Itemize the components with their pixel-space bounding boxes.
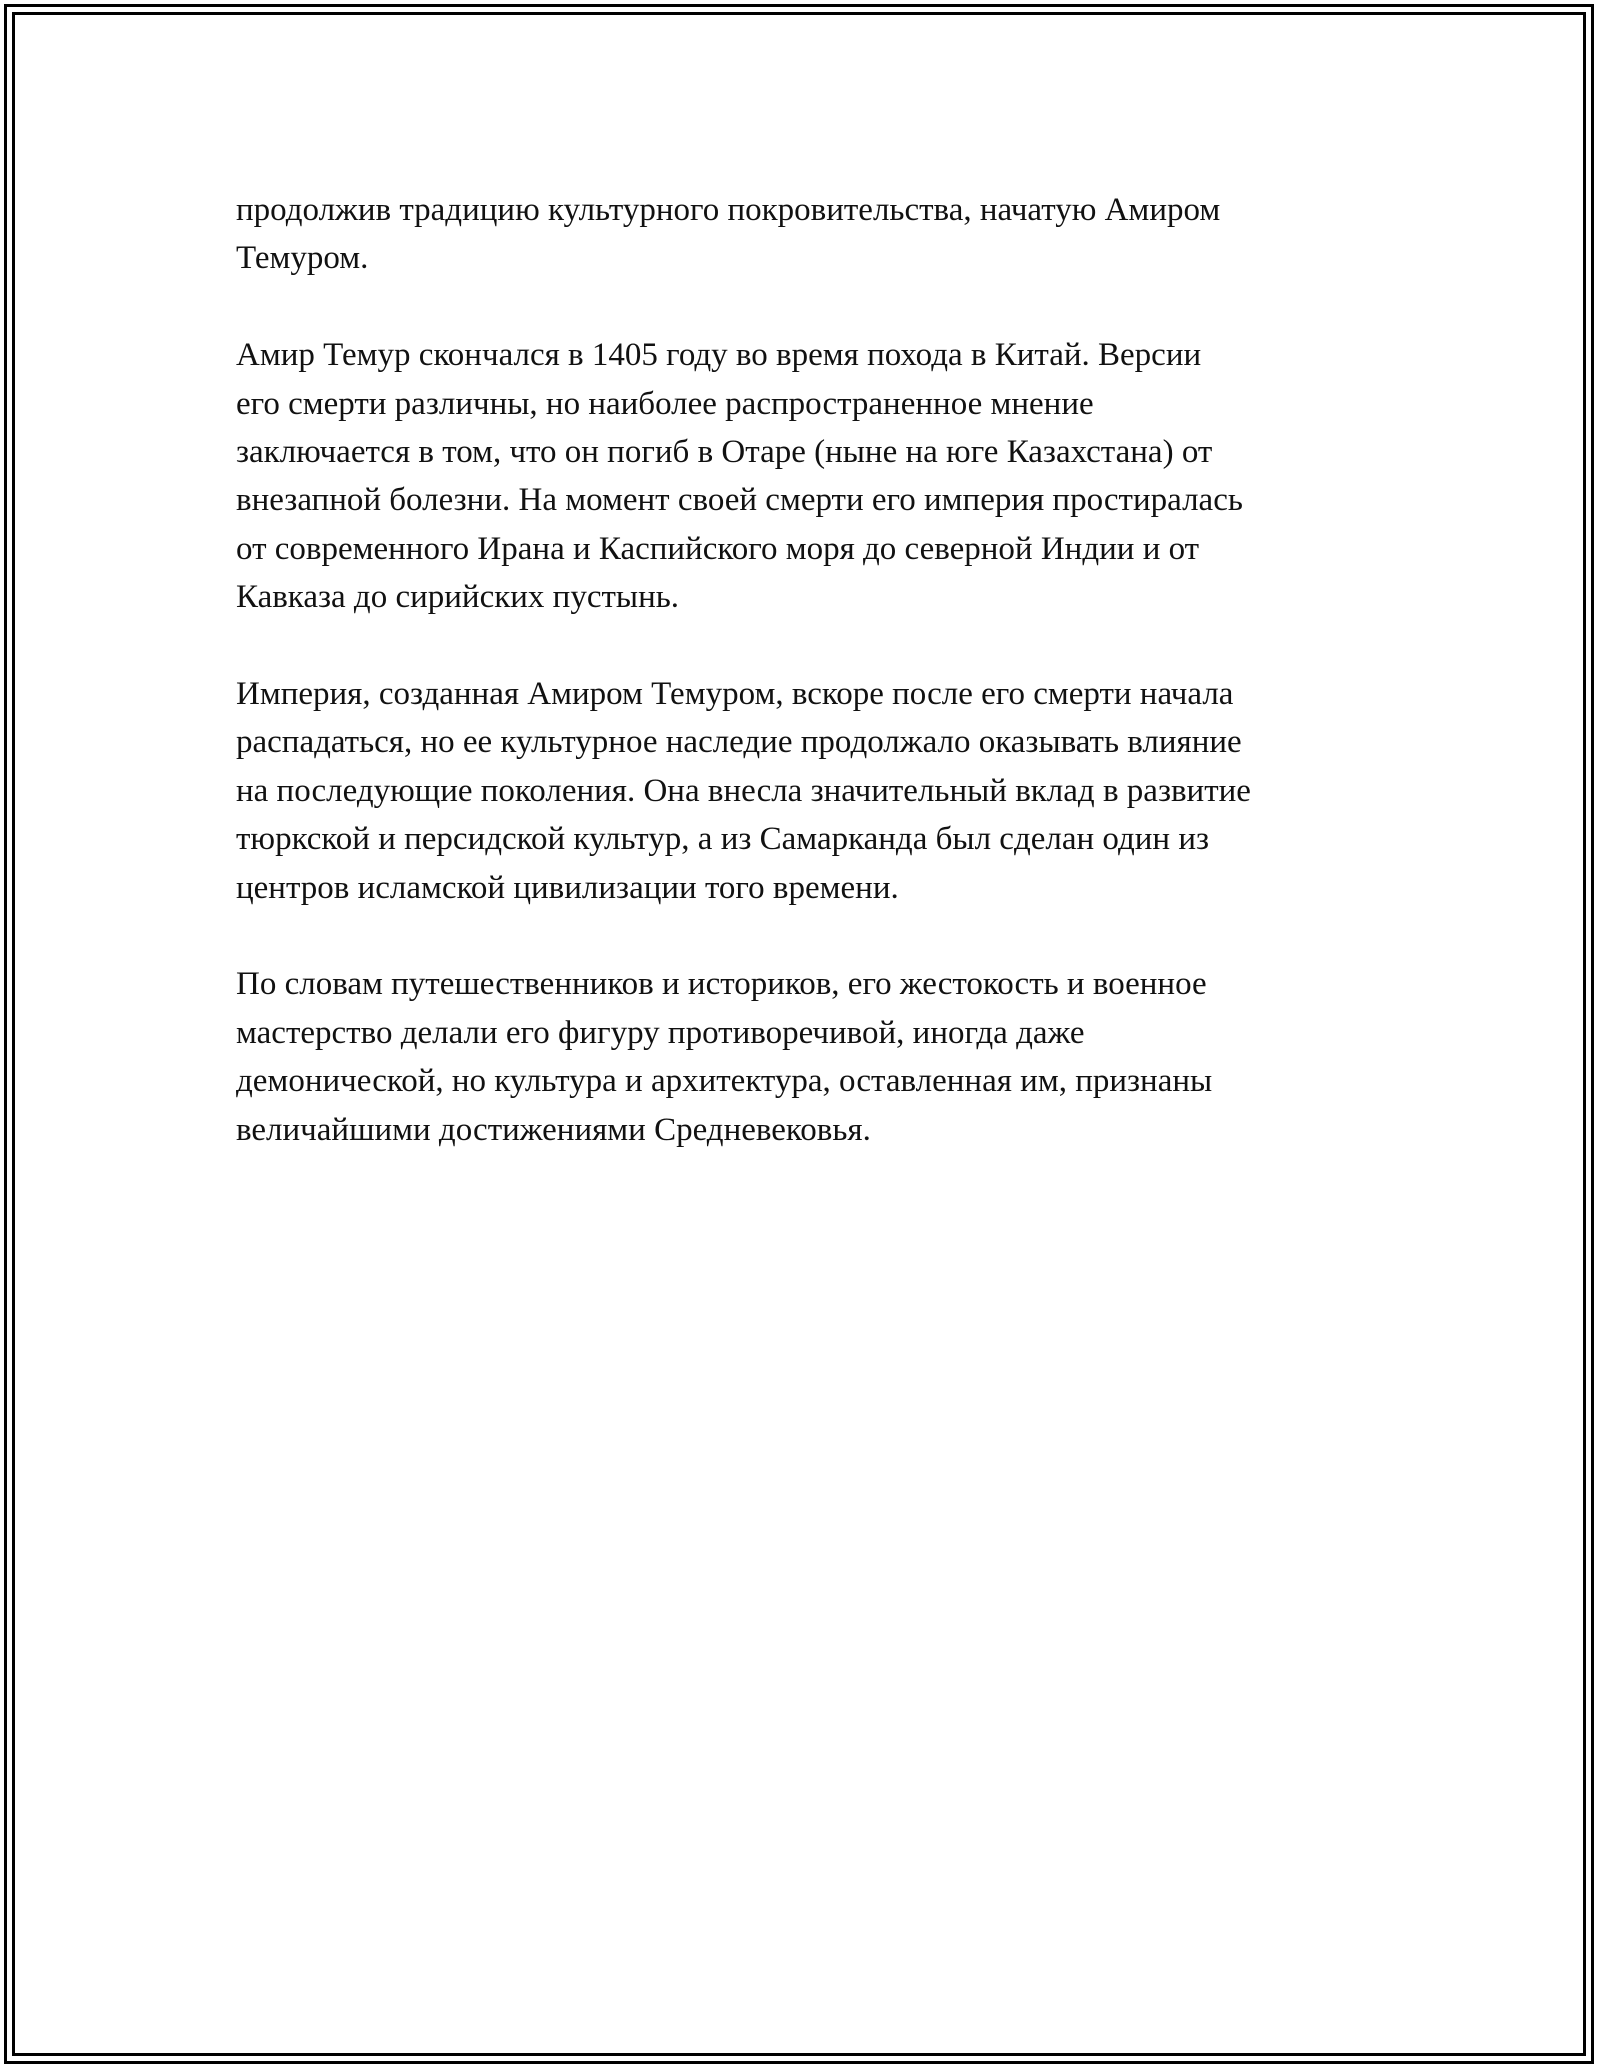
text-line: Империя, созданная Амиром Темуром, вскоре после его смерти начала <box>236 676 1234 713</box>
text-line: заключается в том, что он погиб в Отаре (ныне на юге Казахстана) от <box>236 434 1213 471</box>
text-line: демонической, но культура и архитектура, оставленная им, признаны <box>236 1063 1213 1100</box>
paragraph-3 <box>236 670 1376 912</box>
text-line: Темуром. <box>236 240 369 277</box>
text-line: внезапной болезни. На момент своей смерти его империя простиралась <box>236 482 1243 519</box>
text-line: По словам путешественников и историков, его жестокость и военное <box>236 966 1207 1003</box>
document-body <box>236 186 1376 1202</box>
text-line: его смерти различны, но наиболее распространенное мнение <box>236 385 1094 422</box>
text-line: от современного Ирана и Каспийского моря до северной Индии и от <box>236 530 1200 567</box>
paragraph-2 <box>236 331 1376 621</box>
text-line: продолжив традицию культурного покровительства, начатую Амиром <box>236 192 1221 228</box>
text-line: распадаться, но ее культурное наследие продолжало оказывать влияние <box>236 724 1242 761</box>
paragraph-1 <box>236 186 1376 283</box>
text-line: центров исламской цивилизации того времени. <box>236 869 899 906</box>
text-line: Амир Темур скончался в 1405 году во время похода в Китай. Версии <box>236 337 1202 374</box>
paragraph-4 <box>236 960 1376 1154</box>
text-line: Кавказа до сирийских пустынь. <box>236 579 680 616</box>
text-line: на последующие поколения. Она внесла значительный вклад в развитие <box>236 772 1251 809</box>
text-line: величайшими достижениями Средневековья. <box>236 1111 871 1148</box>
text-line: мастерство делали его фигуру противоречивой, иногда даже <box>236 1014 1085 1051</box>
text-line: тюркской и персидской культур, а из Самарканда был сделан один из <box>236 821 1210 858</box>
